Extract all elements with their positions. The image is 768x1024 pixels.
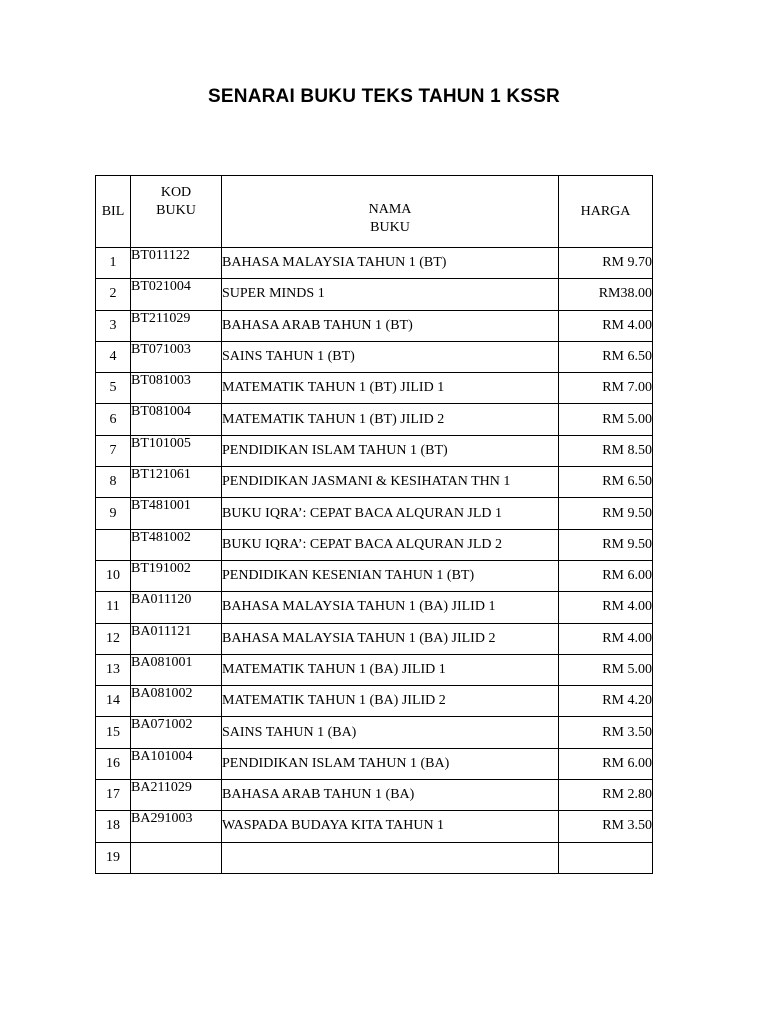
table-row	[96, 310, 653, 341]
cell-nama-buku: WASPADA BUDAYA KITA TAHUN 1	[222, 811, 559, 842]
cell-bil: 8	[96, 467, 131, 498]
cell-bil: 12	[96, 623, 131, 654]
header-bil	[96, 176, 131, 248]
cell-bil: 5	[96, 373, 131, 404]
cell-nama-buku: SAINS TAHUN 1 (BA)	[222, 717, 559, 748]
table-row	[96, 279, 653, 310]
cell-bil: 3	[96, 310, 131, 341]
table-row	[96, 780, 653, 811]
cell-bil: 17	[96, 780, 131, 811]
cell-harga: RM 5.00	[559, 654, 653, 685]
cell-harga: RM 6.50	[559, 341, 653, 372]
header-harga	[559, 176, 653, 248]
table-row	[96, 842, 653, 873]
cell-harga: RM 4.00	[559, 623, 653, 654]
cell-harga: RM 3.50	[559, 811, 653, 842]
table-row	[96, 623, 653, 654]
cell-kod-buku: BT481002	[131, 529, 222, 560]
cell-nama-buku: BAHASA MALAYSIA TAHUN 1 (BA) JILID 1	[222, 592, 559, 623]
cell-harga: RM 4.20	[559, 686, 653, 717]
cell-harga: RM 3.50	[559, 717, 653, 748]
cell-nama-buku	[222, 842, 559, 873]
table-row	[96, 811, 653, 842]
cell-harga	[559, 842, 653, 873]
table-row	[96, 560, 653, 591]
cell-harga: RM 2.80	[559, 780, 653, 811]
table-row	[96, 404, 653, 435]
cell-bil: 2	[96, 279, 131, 310]
page-title: SENARAI BUKU TEKS TAHUN 1 KSSR	[208, 86, 560, 107]
cell-nama-buku: MATEMATIK TAHUN 1 (BA) JILID 1	[222, 654, 559, 685]
cell-harga: RM 5.00	[559, 404, 653, 435]
cell-bil: 1	[96, 248, 131, 279]
cell-kod-buku: BA211029	[131, 780, 222, 811]
header-nama-buku	[222, 176, 559, 248]
table-row	[96, 498, 653, 529]
cell-bil	[96, 529, 131, 560]
cell-kod-buku: BA101004	[131, 748, 222, 779]
cell-harga: RM38.00	[559, 279, 653, 310]
table-row	[96, 592, 653, 623]
cell-nama-buku: PENDIDIKAN KESENIAN TAHUN 1 (BT)	[222, 560, 559, 591]
cell-nama-buku: MATEMATIK TAHUN 1 (BT) JILID 2	[222, 404, 559, 435]
book-list-table	[95, 175, 653, 874]
cell-nama-buku: BAHASA ARAB TAHUN 1 (BT)	[222, 310, 559, 341]
cell-bil: 9	[96, 498, 131, 529]
cell-nama-buku: PENDIDIKAN ISLAM TAHUN 1 (BT)	[222, 435, 559, 466]
table-row	[96, 529, 653, 560]
cell-kod-buku: BA011120	[131, 592, 222, 623]
cell-harga: RM 9.70	[559, 248, 653, 279]
header-kod-line2: BUKU	[156, 203, 196, 218]
cell-bil: 7	[96, 435, 131, 466]
cell-kod-buku: BA081001	[131, 654, 222, 685]
cell-harga: RM 6.00	[559, 560, 653, 591]
cell-nama-buku: MATEMATIK TAHUN 1 (BT) JILID 1	[222, 373, 559, 404]
table-row	[96, 467, 653, 498]
cell-kod-buku: BT101005	[131, 435, 222, 466]
table-row	[96, 717, 653, 748]
cell-bil: 15	[96, 717, 131, 748]
cell-bil: 16	[96, 748, 131, 779]
cell-nama-buku: PENDIDIKAN JASMANI & KESIHATAN THN 1	[222, 467, 559, 498]
header-kod-line1: KOD	[160, 185, 192, 200]
table-body	[96, 248, 653, 874]
cell-bil: 18	[96, 811, 131, 842]
cell-harga: RM 4.00	[559, 310, 653, 341]
cell-nama-buku: SAINS TAHUN 1 (BT)	[222, 341, 559, 372]
table-row	[96, 435, 653, 466]
cell-nama-buku: BUKU IQRA’: CEPAT BACA ALQURAN JLD 1	[222, 498, 559, 529]
cell-nama-buku: PENDIDIKAN ISLAM TAHUN 1 (BA)	[222, 748, 559, 779]
cell-kod-buku: BT021004	[131, 279, 222, 310]
table-row	[96, 654, 653, 685]
cell-nama-buku: MATEMATIK TAHUN 1 (BA) JILID 2	[222, 686, 559, 717]
cell-nama-buku: SUPER MINDS 1	[222, 279, 559, 310]
header-bil-label: BIL	[101, 203, 125, 219]
cell-harga: RM 6.00	[559, 748, 653, 779]
header-kod-buku	[131, 176, 222, 248]
cell-harga: RM 4.00	[559, 592, 653, 623]
table-row	[96, 686, 653, 717]
cell-bil: 19	[96, 842, 131, 873]
cell-kod-buku: BT211029	[131, 310, 222, 341]
table-row	[96, 748, 653, 779]
header-harga-label: HARGA	[580, 203, 631, 219]
cell-nama-buku: BAHASA MALAYSIA TAHUN 1 (BT)	[222, 248, 559, 279]
cell-kod-buku: BT121061	[131, 467, 222, 498]
cell-kod-buku: BT081004	[131, 404, 222, 435]
header-nama-line1: NAMA	[368, 201, 412, 217]
cell-harga: RM 9.50	[559, 529, 653, 560]
cell-harga: RM 6.50	[559, 467, 653, 498]
cell-bil: 11	[96, 592, 131, 623]
cell-kod-buku: BT071003	[131, 341, 222, 372]
cell-bil: 6	[96, 404, 131, 435]
cell-nama-buku: BAHASA MALAYSIA TAHUN 1 (BA) JILID 2	[222, 623, 559, 654]
cell-kod-buku	[131, 842, 222, 873]
cell-nama-buku: BUKU IQRA’: CEPAT BACA ALQURAN JLD 2	[222, 529, 559, 560]
table-row	[96, 341, 653, 372]
cell-kod-buku: BT191002	[131, 560, 222, 591]
cell-kod-buku: BA071002	[131, 717, 222, 748]
cell-nama-buku: BAHASA ARAB TAHUN 1 (BA)	[222, 780, 559, 811]
cell-bil: 14	[96, 686, 131, 717]
cell-bil: 10	[96, 560, 131, 591]
cell-kod-buku: BA011121	[131, 623, 222, 654]
cell-harga: RM 8.50	[559, 435, 653, 466]
cell-kod-buku: BA081002	[131, 686, 222, 717]
cell-kod-buku: BA291003	[131, 811, 222, 842]
table-row	[96, 248, 653, 279]
cell-harga: RM 9.50	[559, 498, 653, 529]
cell-bil: 13	[96, 654, 131, 685]
cell-harga: RM 7.00	[559, 373, 653, 404]
cell-bil: 4	[96, 341, 131, 372]
cell-kod-buku: BT081003	[131, 373, 222, 404]
table-row	[96, 373, 653, 404]
header-nama-line2: BUKU	[370, 219, 410, 235]
table-header-row	[96, 176, 653, 248]
cell-kod-buku: BT011122	[131, 248, 222, 279]
cell-kod-buku: BT481001	[131, 498, 222, 529]
